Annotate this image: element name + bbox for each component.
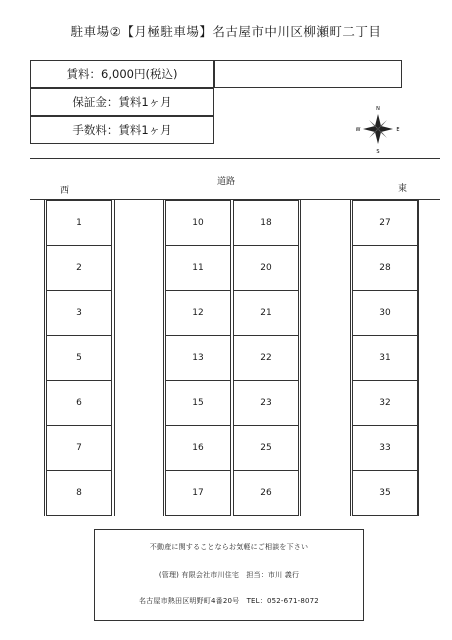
parking-space: 18 — [233, 200, 299, 246]
parking-space: 6 — [46, 380, 112, 426]
notice-line-3: 名古屋市熱田区明野町4番20号 TEL：052-671-8072 — [139, 597, 319, 605]
parking-space: 11 — [165, 245, 231, 291]
parking-space: 8 — [46, 470, 112, 516]
section-divider — [30, 158, 440, 159]
parking-space: 2 — [46, 245, 112, 291]
notice-line-1: 不動産に関することならお気軽にご相談を下さい — [149, 543, 309, 551]
parking-space: 28 — [352, 245, 418, 291]
rent-cell: 賃料：6,000円(税込) — [30, 60, 214, 88]
parking-space: 23 — [233, 380, 299, 426]
parking-space: 21 — [233, 290, 299, 336]
boundary-post — [350, 200, 351, 516]
parking-space: 12 — [165, 290, 231, 336]
parking-space: 10 — [165, 200, 231, 246]
parking-space: 32 — [352, 380, 418, 426]
compass-e: E — [396, 127, 400, 133]
blank-cell — [214, 60, 402, 88]
parking-space: 27 — [352, 200, 418, 246]
page-title: 駐車場②【月極駐車場】名古屋市中川区柳瀬町二丁目 — [70, 24, 382, 39]
parking-space: 1 — [46, 200, 112, 246]
boundary-post — [44, 200, 45, 516]
fee-cell: 手数料：賃料1ヶ月 — [30, 116, 214, 144]
parking-space: 35 — [352, 470, 418, 516]
parking-space: 13 — [165, 335, 231, 381]
east-label: 東 — [398, 184, 408, 194]
parking-space: 30 — [352, 290, 418, 336]
notice-line-2: (管理) 有限会社市川住宅 担当：市川 義行 — [158, 571, 300, 579]
parking-space: 22 — [233, 335, 299, 381]
parking-space: 7 — [46, 425, 112, 471]
compass-rose-icon — [356, 104, 400, 154]
compass-w: W — [356, 127, 361, 133]
parking-space: 3 — [46, 290, 112, 336]
contact-box — [94, 529, 364, 621]
parking-space: 20 — [233, 245, 299, 291]
parking-space: 17 — [165, 470, 231, 516]
compass-s: S — [376, 149, 380, 154]
boundary-post — [300, 200, 301, 516]
parking-space: 33 — [352, 425, 418, 471]
parking-space: 26 — [233, 470, 299, 516]
boundary-post — [163, 200, 164, 516]
parking-space: 16 — [165, 425, 231, 471]
parking-space: 15 — [165, 380, 231, 426]
boundary-post — [114, 200, 115, 516]
boundary-post — [418, 200, 419, 516]
parking-space: 25 — [233, 425, 299, 471]
info-table — [30, 60, 404, 144]
west-label: 西 — [60, 186, 70, 196]
deposit-cell: 保証金：賃料1ヶ月 — [30, 88, 214, 116]
parking-space: 31 — [352, 335, 418, 381]
road-label: 道路 — [216, 177, 235, 187]
compass-n: N — [376, 106, 380, 112]
parking-space: 5 — [46, 335, 112, 381]
